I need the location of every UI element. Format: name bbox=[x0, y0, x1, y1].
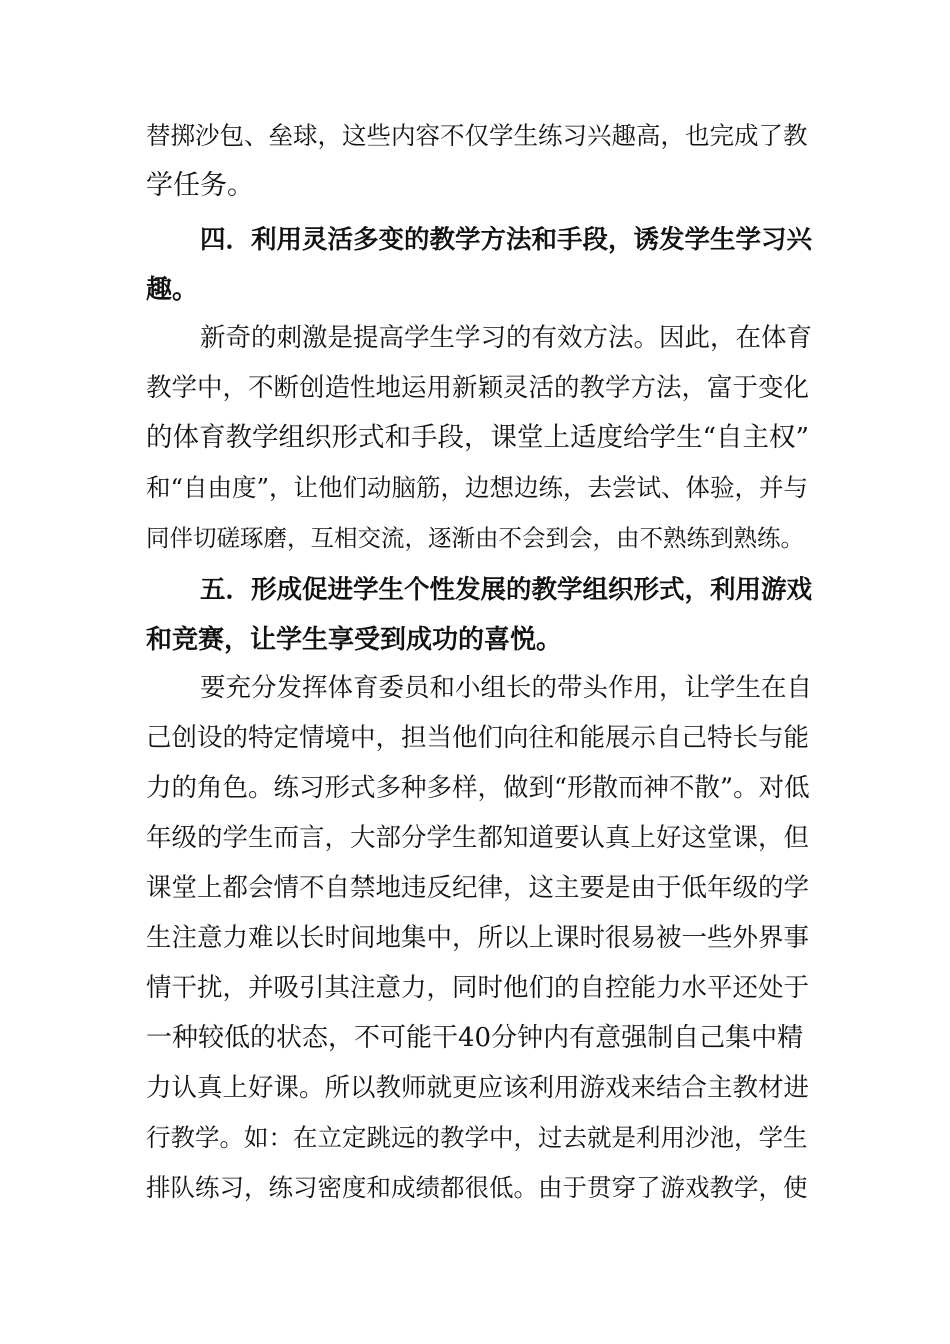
text-line: 生注意力难以长时间地集中，所以上课时很易被一些外界事 bbox=[146, 923, 810, 953]
section-heading: 和竞赛，让学生享受到成功的喜悦。 bbox=[146, 625, 563, 655]
text-line: 替掷沙包、垒球，这些内容不仅学生练习兴趣高，也完成了教 bbox=[146, 121, 808, 150]
text-line: 情干扰，并吸引其注意力，同时他们的自控能力水平还处于 bbox=[146, 973, 810, 1003]
text-line: 己创设的特定情境中，担当他们向往和能展示自己特长与能 bbox=[146, 723, 810, 753]
text-line: 同伴切磋琢磨，互相交流，逐渐由不会到会，由不熟练到熟练。 bbox=[146, 524, 804, 552]
text-line: 一种较低的状态，不可能干40分钟内有意强制自己集中精 bbox=[146, 1023, 804, 1053]
text-line: 力的角色。练习形式多种多样，做到“形散而神不散”。对低 bbox=[146, 773, 810, 803]
text-line: 力认真上好课。所以教师就更应该利用游戏来结合主教材进 bbox=[146, 1073, 810, 1103]
text-line: 要充分发挥体育委员和小组长的带头作用，让学生在自 bbox=[200, 673, 813, 703]
text-line: 行教学。如：在立定跳远的教学中，过去就是利用沙池，学生 bbox=[146, 1123, 808, 1152]
section-heading: 四．利用灵活多变的教学方法和手段，诱发学生学习兴 bbox=[200, 225, 813, 255]
text-line: 排队练习，练习密度和成绩都很低。由于贯穿了游戏教学，使 bbox=[146, 1173, 808, 1202]
text-line: 的体育教学组织形式和手段，课堂上适度给学生“自主权” bbox=[146, 422, 810, 453]
text-line: 年级的学生而言，大部分学生都知道要认真上好这堂课，但 bbox=[146, 823, 810, 853]
section-heading: 趣。 bbox=[146, 275, 199, 305]
text-line: 学任务。 bbox=[146, 170, 254, 201]
text-line: 教学中，不断创造性地运用新颖灵活的教学方法，富于变化 bbox=[146, 373, 810, 403]
section-heading: 五．形成促进学生个性发展的教学组织形式，利用游戏 bbox=[200, 575, 813, 605]
text-line: 课堂上都会情不自禁地违反纪律，这主要是由于低年级的学 bbox=[146, 873, 810, 903]
text-line: 新奇的刺激是提高学生学习的有效方法。因此，在体育 bbox=[200, 323, 813, 353]
text-line: 和“自由度”，让他们动脑筋，边想边练，去尝试、体验，并与 bbox=[146, 473, 809, 502]
